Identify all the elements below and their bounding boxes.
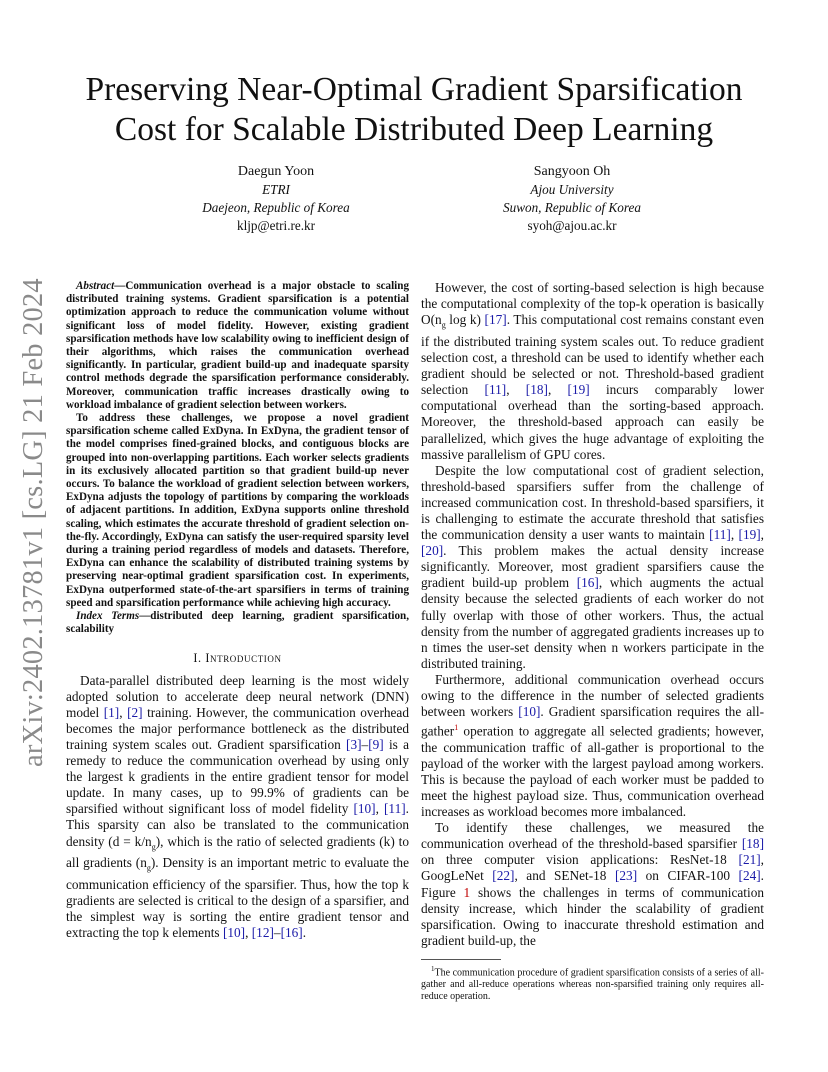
intro-paragraph-4: Furthermore, additional communication overhead occurs owing to the difference in the number of selected gradients between workers [10]. Gradient sparsification requires the all-gather$^1$ operation to aggregate all selected gradients; however, the communication traffic of all-gather is proportional to the payload of the worker with the largest payload among workers. This is because the payload of each worker must be padded to meet the highest payload size. Thus, communication overhead increases as workload becomes more imbalanced.: [421, 671, 765, 820]
citation-link[interactable]: [3]: [346, 736, 362, 752]
abstract-paragraph-2: To address these challenges, we propose a novel gradient sparsification scheme called ExDyna. In ExDyna, the gradient tensor of the model comprises fined-grained blocks, and contiguous blocks are grouped into non-overlapping partitions. Each worker selects gradients in its exclusively allocated partition so that gradient build-up never occurs. To balance the workload of gradient selection between workers, ExDyna adjusts the topology of partitions by comparing the workloads of adjacent partitions. In addition, ExDyna supports online threshold scaling, which estimates the accurate threshold of gradient selection on-the-fly. Accordingly, ExDyna can satisfy the user-required sparsity level during a training period regardless of models and datasets. Therefore, ExDyna can enhance the scalability of distributed training systems by preserving near-optimal gradient sparsification cost. In experiments, ExDyna outperformed state-of-the-art sparsifiers in terms of training speed and sparsification performance while achieving high accuracy.: [66, 412, 409, 609]
author-block-2: [422, 163, 722, 235]
author-affiliation: Ajou University: [530, 182, 614, 197]
abstract: [66, 280, 409, 610]
citation-link[interactable]: [16]: [280, 925, 303, 941]
abstract-paragraph-1: Abstract—Communication overhead is a major obstacle to scaling distributed training systems. Gradient sparsification is a potential optimization approach to reduce the communication volume without significant loss of model fidelity. However, existing gradient sparsification methods have low scalability owing to inefficient design of their algorithms, which raises the communication overhead significantly. In particular, gradient build-up and inadequate sparsity control methods degrade the sparsification performance considerably. Moreover, communication traffic increases drastically owing to workload imbalance of gradient selection between workers.: [66, 280, 409, 411]
citation-link[interactable]: [24]: [738, 868, 761, 884]
citation-link[interactable]: [10]: [353, 801, 376, 817]
abstract-label: Abstract: [76, 280, 115, 292]
index-terms-label: Index Terms: [76, 610, 140, 623]
footnote-number: 1: [431, 964, 435, 973]
citation-link[interactable]: [19]: [738, 527, 761, 543]
right-column: [421, 280, 764, 1003]
citation-link[interactable]: [19]: [567, 382, 590, 398]
citation-link[interactable]: [20]: [421, 543, 444, 559]
title-line-1: Preserving Near-Optimal Gradient Sparsification: [85, 71, 743, 108]
author-location: Daejeon, Republic of Korea: [202, 200, 350, 215]
paper-title: [60, 70, 768, 150]
title-line-2: Cost for Scalable Distributed Deep Learning: [114, 111, 714, 148]
citation-link[interactable]: [2]: [127, 704, 143, 720]
citation-link[interactable]: [1]: [103, 704, 120, 720]
left-column: [66, 280, 409, 941]
citation-link[interactable]: [12]: [251, 925, 274, 941]
author-block-1: [126, 163, 426, 235]
citation-link[interactable]: [23]: [614, 868, 638, 884]
citation-link[interactable]: [18]: [741, 836, 764, 852]
footnote-divider: [421, 959, 501, 960]
citation-link[interactable]: [10]: [518, 704, 541, 720]
author-name: Daegun Yoon: [237, 164, 315, 179]
citation-link[interactable]: [11]: [384, 801, 406, 817]
arxiv-identifier: arXiv:2402.13781v1 [cs.LG] 21 Feb 2024: [18, 278, 49, 767]
index-terms: Index Terms—distributed deep learning, gradient sparsification, scalability: [66, 610, 409, 636]
intro-paragraph-5: To identify these challenges, we measured the communication overhead of the threshold-based sparsifier [18] on three computer vision applications: ResNet-18 [21], GoogLeNet [22], and SENet-18 [23] on CIFAR-100 [24]. Figure 1 shows the challenges in terms of communication density increase, which hinder the scalability of gradient sparsification. Owing to inaccurate threshold estimation and gradient build-up, the: [421, 820, 764, 948]
citation-link[interactable]: [16]: [576, 575, 599, 591]
citation-link[interactable]: [17]: [484, 312, 507, 328]
citation-link[interactable]: [18]: [525, 382, 548, 398]
figure-reference-link[interactable]: 1: [463, 884, 471, 900]
author-affiliation: ETRI: [262, 182, 290, 197]
citation-link[interactable]: [11]: [709, 527, 731, 543]
citation-link[interactable]: [11]: [484, 382, 507, 398]
footnote-marker[interactable]: 1: [454, 723, 459, 733]
citation-link[interactable]: [9]: [368, 736, 384, 752]
section-heading-introduction: I. Introduction: [193, 651, 282, 666]
intro-paragraph-2: However, the cost of sorting-based selection is high because the computational complexity of the top-k operation is basically $O(n_g$ log k) [17]. This computational cost remains constant even if the distributed training system scales out. To reduce gradient selection cost, a threshold can be used to identify whether each gradient should be selected or not. Threshold-based gradient selection [11], [18], [19] incurs comparably lower computational overhead than the sorting-based approach. Moreover, the threshold-based approach can easily be parallelized, which gives the huge advantage of exploiting the massive parallelism of GPU cores.: [421, 280, 765, 462]
author-name: Sangyoon Oh: [533, 164, 611, 179]
citation-link[interactable]: [21]: [738, 852, 761, 868]
author-location: Suwon, Republic of Korea: [503, 200, 641, 215]
intro-paragraph-3: Despite the low computational cost of gradient selection, threshold-based sparsifiers suffer from the challenge of increased communication cost. In threshold-based sparsifiers, it is challenging to estimate the accurate threshold that satisfies the communication density a user wants to maintain [11], [19], [20]. This problem makes the actual density increase significantly. Moreover, most gradient sparsifiers cause the gradient build-up problem [16], which augments the actual density because the selected gradients of each worker do not fully overlap with those of other workers. Thus, the actual density from the number of aggregated gradients increases up to n times the user-set density when n workers participate in the distributed training.: [421, 462, 764, 671]
citation-link[interactable]: [10]: [222, 925, 246, 941]
author-email[interactable]: syoh@ajou.ac.kr: [527, 218, 617, 233]
footnote: $^1$The communication procedure of gradient sparsification consists of a series of all-gather and all-reduce operations whereas non-sparsified training only requires all-reduce operation.: [421, 964, 764, 1003]
author-email[interactable]: kljp@etri.re.kr: [236, 218, 316, 233]
intro-paragraph-1: Data-parallel distributed deep learning is the most widely adopted solution to accelerate deep neural network (DNN) model [1], [2] training. However, the communication overhead becomes the major performance bottleneck as the distributed training system scales out. Gradient sparsification [3]–[9] is a remedy to reduce the communication overhead by using only the largest k gradients in the entire gradient tensor for model update. In many cases, up to 99.9% of gradients can be sparsified without significant loss of model fidelity [10], [11]. This sparsity can also be translated to the communication density $(d = k/n_g)$, which is the ratio of selected gradients (k) to all gradients $(n_g)$. Density is an important metric to evaluate the communication efficiency of the sparsifier. Thus, how the top k gradients are selected is critical to the design of a sparsifier, and the simplest way is sorting the entire gradient tensor and extracting the top k elements [10], [12]–[16].: [66, 672, 409, 941]
citation-link[interactable]: [22]: [492, 868, 515, 884]
